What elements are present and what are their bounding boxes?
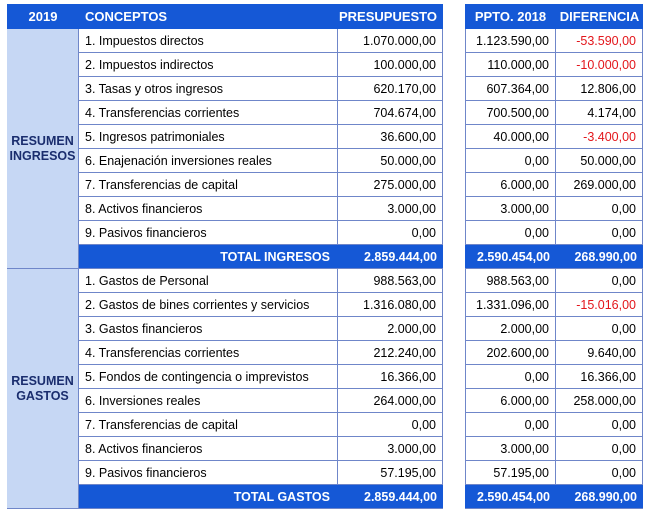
ppto2018-cell: 1.123.590,00 bbox=[465, 29, 556, 53]
presupuesto-cell: 57.195,00 bbox=[338, 461, 443, 485]
budget-table bbox=[7, 4, 443, 509]
total-ingresos-presupuesto: 2.859.444,00 bbox=[338, 245, 443, 269]
diferencia-cell: 0,00 bbox=[556, 197, 643, 221]
total-ingresos-ppto2018: 2.590.454,00 bbox=[465, 245, 556, 269]
presupuesto-cell: 3.000,00 bbox=[338, 437, 443, 461]
ppto2018-cell: 40.000,00 bbox=[465, 125, 556, 149]
presupuesto-cell: 50.000,00 bbox=[338, 149, 443, 173]
presupuesto-cell: 704.674,00 bbox=[338, 101, 443, 125]
presupuesto-cell: 264.000,00 bbox=[338, 389, 443, 413]
total-ingresos-diferencia: 268.990,00 bbox=[556, 245, 643, 269]
concepto-cell: 4. Transferencias corrientes bbox=[79, 341, 338, 365]
ppto2018-cell: 988.563,00 bbox=[465, 269, 556, 293]
diferencia-cell: 0,00 bbox=[556, 221, 643, 245]
section-label-line: RESUMEN bbox=[11, 133, 74, 148]
total-gastos-presupuesto: 2.859.444,00 bbox=[338, 485, 443, 509]
ppto2018-header: PPTO. 2018 bbox=[465, 4, 556, 29]
presupuesto-cell: 100.000,00 bbox=[338, 53, 443, 77]
diferencia-cell: 0,00 bbox=[556, 437, 643, 461]
ppto2018-cell: 700.500,00 bbox=[465, 101, 556, 125]
ppto2018-cell: 2.000,00 bbox=[465, 317, 556, 341]
presupuesto-cell: 2.000,00 bbox=[338, 317, 443, 341]
ppto2018-cell: 1.331.096,00 bbox=[465, 293, 556, 317]
concepto-cell: 8. Activos financieros bbox=[79, 437, 338, 461]
diferencia-cell: -15.016,00 bbox=[556, 293, 643, 317]
concepto-cell: 6. Enajenación inversiones reales bbox=[79, 149, 338, 173]
concepto-cell: 4. Transferencias corrientes bbox=[79, 101, 338, 125]
presupuesto-cell: 212.240,00 bbox=[338, 341, 443, 365]
diferencia-cell: 16.366,00 bbox=[556, 365, 643, 389]
presupuesto-cell: 1.316.080,00 bbox=[338, 293, 443, 317]
concepto-cell: 6. Inversiones reales bbox=[79, 389, 338, 413]
ppto2018-cell: 3.000,00 bbox=[465, 197, 556, 221]
diferencia-cell: -10.000,00 bbox=[556, 53, 643, 77]
concepto-cell: 5. Ingresos patrimoniales bbox=[79, 125, 338, 149]
section-label-line: GASTOS bbox=[16, 388, 69, 403]
diferencia-cell: 9.640,00 bbox=[556, 341, 643, 365]
concepto-cell: 2. Impuestos indirectos bbox=[79, 53, 338, 77]
concepto-cell: 3. Gastos financieros bbox=[79, 317, 338, 341]
ppto2018-cell: 0,00 bbox=[465, 365, 556, 389]
concepto-cell: 9. Pasivos financieros bbox=[79, 461, 338, 485]
year-header: 2019 bbox=[7, 4, 79, 29]
diferencia-cell: -53.590,00 bbox=[556, 29, 643, 53]
presupuesto-cell: 620.170,00 bbox=[338, 77, 443, 101]
ppto2018-cell: 3.000,00 bbox=[465, 437, 556, 461]
presupuesto-cell: 0,00 bbox=[338, 221, 443, 245]
ppto2018-cell: 6.000,00 bbox=[465, 173, 556, 197]
diferencia-cell: 0,00 bbox=[556, 317, 643, 341]
resumen-gastos-label bbox=[7, 269, 79, 509]
presupuesto-cell: 16.366,00 bbox=[338, 365, 443, 389]
presupuesto-cell: 275.000,00 bbox=[338, 173, 443, 197]
presupuesto-cell: 36.600,00 bbox=[338, 125, 443, 149]
diferencia-header: DIFERENCIA bbox=[556, 4, 643, 29]
presupuesto-cell: 988.563,00 bbox=[338, 269, 443, 293]
diferencia-cell: 269.000,00 bbox=[556, 173, 643, 197]
presupuesto-cell: 0,00 bbox=[338, 413, 443, 437]
diferencia-cell: 12.806,00 bbox=[556, 77, 643, 101]
ppto2018-cell: 202.600,00 bbox=[465, 341, 556, 365]
concepto-cell: 1. Impuestos directos bbox=[79, 29, 338, 53]
ppto2018-cell: 0,00 bbox=[465, 149, 556, 173]
budget-summary bbox=[7, 4, 643, 510]
concepto-cell: 1. Gastos de Personal bbox=[79, 269, 338, 293]
concepto-cell: 3. Tasas y otros ingresos bbox=[79, 77, 338, 101]
section-label-line: RESUMEN bbox=[11, 373, 74, 388]
concepto-cell: 2. Gastos de bines corrientes y servicios bbox=[79, 293, 338, 317]
diferencia-cell: 0,00 bbox=[556, 413, 643, 437]
diferencia-cell: 50.000,00 bbox=[556, 149, 643, 173]
total-gastos-diferencia: 268.990,00 bbox=[556, 485, 643, 509]
diferencia-cell: 4.174,00 bbox=[556, 101, 643, 125]
diferencia-cell: -3.400,00 bbox=[556, 125, 643, 149]
concepto-cell: 9. Pasivos financieros bbox=[79, 221, 338, 245]
diferencia-cell: 0,00 bbox=[556, 269, 643, 293]
ppto2018-cell: 607.364,00 bbox=[465, 77, 556, 101]
conceptos-header: CONCEPTOS bbox=[79, 4, 338, 29]
section-label-line: INGRESOS bbox=[9, 148, 76, 163]
ppto2018-cell: 57.195,00 bbox=[465, 461, 556, 485]
ppto2018-cell: 0,00 bbox=[465, 413, 556, 437]
concepto-cell: 8. Activos financieros bbox=[79, 197, 338, 221]
ppto2018-cell: 0,00 bbox=[465, 221, 556, 245]
ppto2018-cell: 6.000,00 bbox=[465, 389, 556, 413]
concepto-cell: 7. Transferencias de capital bbox=[79, 413, 338, 437]
total-ingresos-label: TOTAL INGRESOS bbox=[79, 245, 338, 269]
diferencia-cell: 0,00 bbox=[556, 461, 643, 485]
concepto-cell: 5. Fondos de contingencia o imprevistos bbox=[79, 365, 338, 389]
total-gastos-label: TOTAL GASTOS bbox=[79, 485, 338, 509]
concepto-cell: 7. Transferencias de capital bbox=[79, 173, 338, 197]
comparison-table bbox=[465, 4, 643, 509]
presupuesto-header: PRESUPUESTO bbox=[338, 4, 443, 29]
total-gastos-ppto2018: 2.590.454,00 bbox=[465, 485, 556, 509]
presupuesto-cell: 1.070.000,00 bbox=[338, 29, 443, 53]
diferencia-cell: 258.000,00 bbox=[556, 389, 643, 413]
presupuesto-cell: 3.000,00 bbox=[338, 197, 443, 221]
ppto2018-cell: 110.000,00 bbox=[465, 53, 556, 77]
resumen-ingresos-label bbox=[7, 29, 79, 269]
